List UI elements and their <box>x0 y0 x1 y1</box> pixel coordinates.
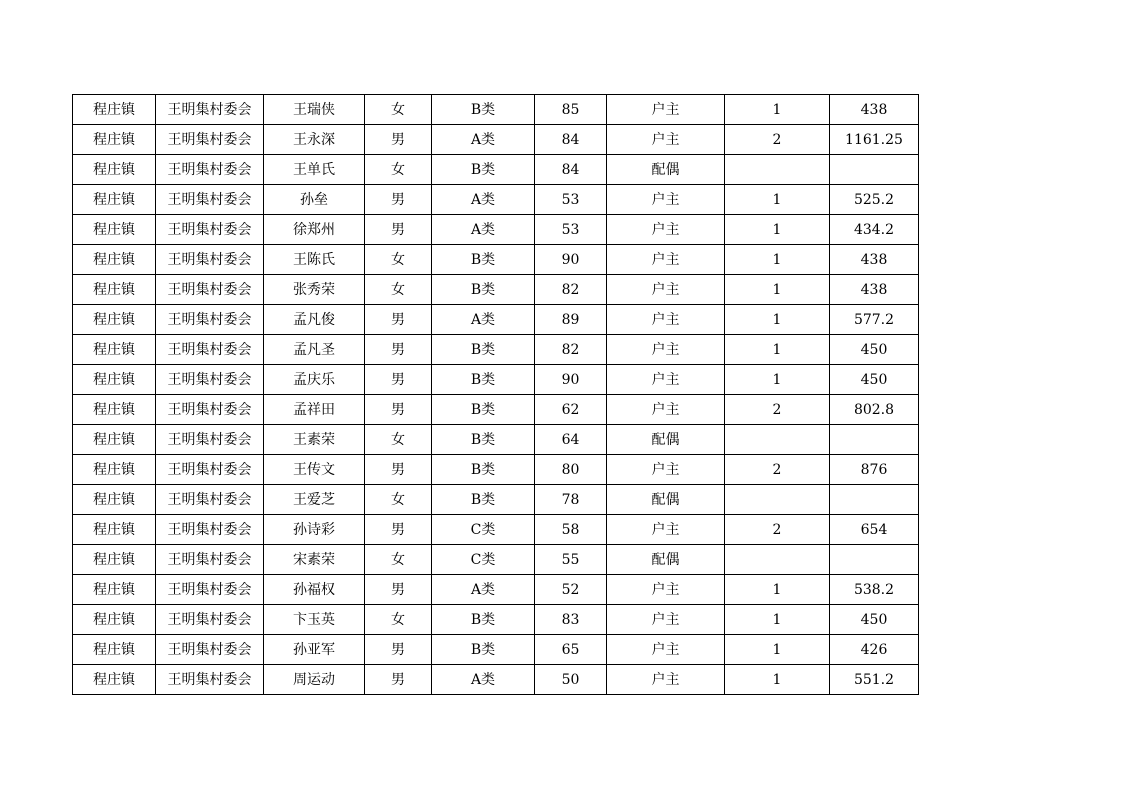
cell-household-size <box>725 425 830 455</box>
cell-age: 65 <box>535 635 607 665</box>
cell-amount: 525.2 <box>830 185 919 215</box>
cell-village-committee: 王明集村委会 <box>156 215 264 245</box>
cell-town: 程庄镇 <box>73 305 156 335</box>
cell-household-size: 1 <box>725 215 830 245</box>
cell-age: 90 <box>535 365 607 395</box>
cell-age: 85 <box>535 95 607 125</box>
table-row <box>73 635 919 665</box>
cell-relation: 户主 <box>607 395 725 425</box>
cell-relation: 户主 <box>607 605 725 635</box>
cell-name: 孙亚军 <box>264 635 365 665</box>
cell-age: 80 <box>535 455 607 485</box>
cell-town: 程庄镇 <box>73 335 156 365</box>
cell-gender: 女 <box>365 245 432 275</box>
cell-gender: 女 <box>365 275 432 305</box>
cell-relation: 配偶 <box>607 425 725 455</box>
cell-category: B类 <box>432 455 535 485</box>
table-row <box>73 425 919 455</box>
cell-town: 程庄镇 <box>73 125 156 155</box>
cell-village-committee: 王明集村委会 <box>156 485 264 515</box>
cell-village-committee: 王明集村委会 <box>156 665 264 695</box>
cell-relation: 户主 <box>607 575 725 605</box>
cell-category: B类 <box>432 605 535 635</box>
table-row <box>73 575 919 605</box>
cell-village-committee: 王明集村委会 <box>156 185 264 215</box>
cell-name: 孟庆乐 <box>264 365 365 395</box>
cell-gender: 女 <box>365 425 432 455</box>
cell-age: 90 <box>535 245 607 275</box>
cell-relation: 户主 <box>607 275 725 305</box>
cell-town: 程庄镇 <box>73 245 156 275</box>
cell-name: 王单氏 <box>264 155 365 185</box>
cell-village-committee: 王明集村委会 <box>156 455 264 485</box>
cell-town: 程庄镇 <box>73 365 156 395</box>
table-row <box>73 95 919 125</box>
cell-relation: 户主 <box>607 245 725 275</box>
table-row <box>73 215 919 245</box>
cell-category: B类 <box>432 155 535 185</box>
cell-amount: 654 <box>830 515 919 545</box>
cell-gender: 女 <box>365 545 432 575</box>
cell-household-size: 1 <box>725 365 830 395</box>
cell-gender: 男 <box>365 335 432 365</box>
cell-name: 孟凡俊 <box>264 305 365 335</box>
cell-gender: 女 <box>365 485 432 515</box>
cell-category: B类 <box>432 245 535 275</box>
cell-amount <box>830 425 919 455</box>
cell-town: 程庄镇 <box>73 455 156 485</box>
cell-amount: 434.2 <box>830 215 919 245</box>
cell-gender: 男 <box>365 665 432 695</box>
cell-household-size <box>725 155 830 185</box>
cell-category: A类 <box>432 215 535 245</box>
cell-name: 王传文 <box>264 455 365 485</box>
cell-category: B类 <box>432 335 535 365</box>
cell-gender: 男 <box>365 515 432 545</box>
cell-age: 58 <box>535 515 607 545</box>
cell-category: B类 <box>432 95 535 125</box>
cell-village-committee: 王明集村委会 <box>156 635 264 665</box>
cell-town: 程庄镇 <box>73 515 156 545</box>
cell-village-committee: 王明集村委会 <box>156 245 264 275</box>
cell-amount: 438 <box>830 245 919 275</box>
cell-household-size: 1 <box>725 575 830 605</box>
cell-household-size: 1 <box>725 335 830 365</box>
cell-gender: 男 <box>365 305 432 335</box>
table-body <box>73 95 919 695</box>
cell-name: 孙诗彩 <box>264 515 365 545</box>
cell-relation: 户主 <box>607 335 725 365</box>
cell-town: 程庄镇 <box>73 275 156 305</box>
cell-gender: 女 <box>365 605 432 635</box>
cell-age: 52 <box>535 575 607 605</box>
table-row <box>73 275 919 305</box>
cell-gender: 男 <box>365 395 432 425</box>
cell-household-size: 1 <box>725 665 830 695</box>
cell-amount: 426 <box>830 635 919 665</box>
table-row <box>73 455 919 485</box>
cell-village-committee: 王明集村委会 <box>156 605 264 635</box>
cell-village-committee: 王明集村委会 <box>156 275 264 305</box>
cell-age: 55 <box>535 545 607 575</box>
cell-category: B类 <box>432 275 535 305</box>
cell-name: 周运动 <box>264 665 365 695</box>
cell-relation: 户主 <box>607 95 725 125</box>
cell-amount <box>830 545 919 575</box>
cell-town: 程庄镇 <box>73 95 156 125</box>
table-row <box>73 335 919 365</box>
cell-town: 程庄镇 <box>73 155 156 185</box>
table-row <box>73 515 919 545</box>
cell-relation: 户主 <box>607 215 725 245</box>
cell-village-committee: 王明集村委会 <box>156 335 264 365</box>
cell-name: 王陈氏 <box>264 245 365 275</box>
cell-household-size: 2 <box>725 395 830 425</box>
cell-name: 孟祥田 <box>264 395 365 425</box>
cell-relation: 配偶 <box>607 485 725 515</box>
cell-age: 82 <box>535 275 607 305</box>
cell-town: 程庄镇 <box>73 185 156 215</box>
cell-gender: 男 <box>365 635 432 665</box>
table-row <box>73 185 919 215</box>
table-row <box>73 365 919 395</box>
table-row <box>73 305 919 335</box>
table-row <box>73 155 919 185</box>
cell-village-committee: 王明集村委会 <box>156 395 264 425</box>
cell-amount: 551.2 <box>830 665 919 695</box>
cell-town: 程庄镇 <box>73 575 156 605</box>
cell-village-committee: 王明集村委会 <box>156 95 264 125</box>
cell-name: 王瑞侠 <box>264 95 365 125</box>
cell-amount <box>830 155 919 185</box>
cell-relation: 户主 <box>607 635 725 665</box>
table-row <box>73 245 919 275</box>
cell-household-size: 1 <box>725 605 830 635</box>
cell-village-committee: 王明集村委会 <box>156 575 264 605</box>
cell-name: 徐郑州 <box>264 215 365 245</box>
cell-name: 孟凡圣 <box>264 335 365 365</box>
cell-category: A类 <box>432 665 535 695</box>
cell-name: 张秀荣 <box>264 275 365 305</box>
cell-gender: 男 <box>365 185 432 215</box>
table-row <box>73 665 919 695</box>
cell-village-committee: 王明集村委会 <box>156 125 264 155</box>
cell-age: 78 <box>535 485 607 515</box>
cell-amount: 438 <box>830 95 919 125</box>
cell-household-size: 1 <box>725 245 830 275</box>
cell-village-committee: 王明集村委会 <box>156 305 264 335</box>
cell-relation: 户主 <box>607 455 725 485</box>
cell-relation: 户主 <box>607 365 725 395</box>
cell-amount: 876 <box>830 455 919 485</box>
cell-age: 83 <box>535 605 607 635</box>
cell-amount: 450 <box>830 605 919 635</box>
data-table <box>72 94 919 695</box>
cell-age: 64 <box>535 425 607 455</box>
cell-household-size: 1 <box>725 185 830 215</box>
cell-relation: 户主 <box>607 305 725 335</box>
cell-town: 程庄镇 <box>73 605 156 635</box>
cell-name: 孙福权 <box>264 575 365 605</box>
cell-gender: 男 <box>365 365 432 395</box>
cell-name: 宋素荣 <box>264 545 365 575</box>
cell-amount: 802.8 <box>830 395 919 425</box>
cell-gender: 女 <box>365 155 432 185</box>
cell-household-size: 1 <box>725 275 830 305</box>
cell-category: B类 <box>432 635 535 665</box>
cell-household-size <box>725 545 830 575</box>
cell-category: B类 <box>432 425 535 455</box>
cell-relation: 户主 <box>607 125 725 155</box>
cell-category: B类 <box>432 365 535 395</box>
cell-category: C类 <box>432 515 535 545</box>
cell-category: B类 <box>432 395 535 425</box>
cell-town: 程庄镇 <box>73 425 156 455</box>
cell-relation: 户主 <box>607 185 725 215</box>
cell-town: 程庄镇 <box>73 395 156 425</box>
cell-village-committee: 王明集村委会 <box>156 425 264 455</box>
cell-gender: 男 <box>365 125 432 155</box>
cell-household-size: 1 <box>725 95 830 125</box>
cell-category: B类 <box>432 485 535 515</box>
cell-category: A类 <box>432 305 535 335</box>
cell-village-committee: 王明集村委会 <box>156 155 264 185</box>
cell-gender: 男 <box>365 455 432 485</box>
cell-household-size: 1 <box>725 305 830 335</box>
cell-age: 84 <box>535 155 607 185</box>
cell-amount: 438 <box>830 275 919 305</box>
cell-relation: 配偶 <box>607 545 725 575</box>
cell-household-size: 2 <box>725 455 830 485</box>
cell-category: C类 <box>432 545 535 575</box>
cell-gender: 女 <box>365 95 432 125</box>
cell-age: 53 <box>535 215 607 245</box>
cell-age: 62 <box>535 395 607 425</box>
cell-household-size <box>725 485 830 515</box>
table-row <box>73 545 919 575</box>
cell-category: A类 <box>432 125 535 155</box>
cell-category: A类 <box>432 185 535 215</box>
table-row <box>73 395 919 425</box>
cell-age: 53 <box>535 185 607 215</box>
cell-gender: 男 <box>365 575 432 605</box>
cell-town: 程庄镇 <box>73 215 156 245</box>
cell-relation: 配偶 <box>607 155 725 185</box>
cell-household-size: 2 <box>725 515 830 545</box>
cell-age: 82 <box>535 335 607 365</box>
cell-amount: 538.2 <box>830 575 919 605</box>
table-row <box>73 605 919 635</box>
cell-household-size: 1 <box>725 635 830 665</box>
cell-town: 程庄镇 <box>73 665 156 695</box>
cell-name: 孙垒 <box>264 185 365 215</box>
cell-town: 程庄镇 <box>73 485 156 515</box>
cell-relation: 户主 <box>607 515 725 545</box>
cell-village-committee: 王明集村委会 <box>156 545 264 575</box>
table-row <box>73 125 919 155</box>
cell-town: 程庄镇 <box>73 635 156 665</box>
cell-name: 卞玉英 <box>264 605 365 635</box>
cell-name: 王爱芝 <box>264 485 365 515</box>
cell-amount: 1161.25 <box>830 125 919 155</box>
cell-town: 程庄镇 <box>73 545 156 575</box>
cell-village-committee: 王明集村委会 <box>156 365 264 395</box>
cell-age: 89 <box>535 305 607 335</box>
cell-amount <box>830 485 919 515</box>
cell-amount: 450 <box>830 335 919 365</box>
cell-gender: 男 <box>365 215 432 245</box>
cell-village-committee: 王明集村委会 <box>156 515 264 545</box>
table-row <box>73 485 919 515</box>
cell-age: 50 <box>535 665 607 695</box>
cell-relation: 户主 <box>607 665 725 695</box>
cell-age: 84 <box>535 125 607 155</box>
cell-name: 王素荣 <box>264 425 365 455</box>
cell-category: A类 <box>432 575 535 605</box>
cell-name: 王永深 <box>264 125 365 155</box>
cell-household-size: 2 <box>725 125 830 155</box>
cell-amount: 577.2 <box>830 305 919 335</box>
cell-amount: 450 <box>830 365 919 395</box>
